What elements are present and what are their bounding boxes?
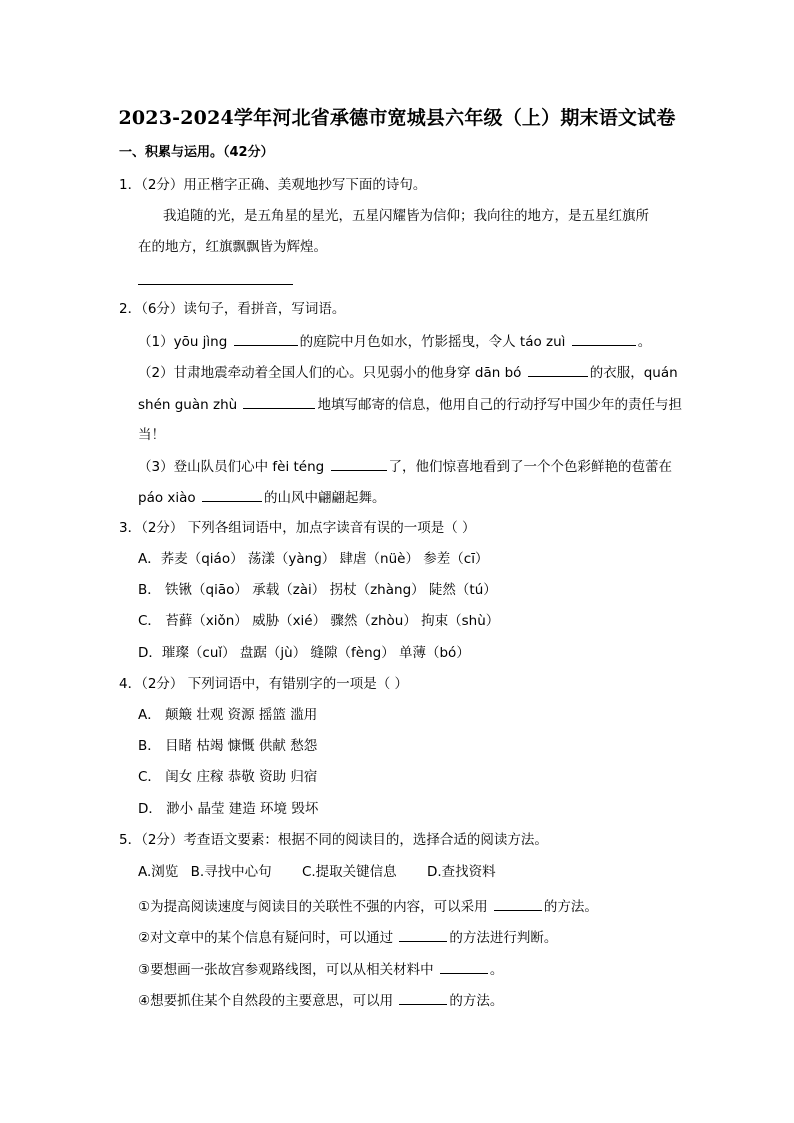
q2-stem: 2．（6分）读句子，看拼音，写词语。 <box>119 301 346 317</box>
q4-option-d[interactable]: D． 渺小 晶莹 建造 环境 毁坏 <box>138 801 319 817</box>
q5-item-2 <box>138 927 557 948</box>
q2-part3-line2 <box>138 487 385 508</box>
q4-option-a[interactable]: A． 颠簸 壮观 资源 摇篮 滥用 <box>138 707 318 723</box>
q5-choice-b: B.寻找中心句 <box>190 864 272 880</box>
q2-part1-text-c: 。 <box>637 334 652 350</box>
q5-item-4-text-b: 的方法。 <box>449 993 504 1009</box>
answer-blank[interactable] <box>494 896 542 911</box>
q3-option-b[interactable]: B． 铁锹（qiāo） 承载（zài） 拐杖（zhàng） 陡然（tú） <box>138 582 497 598</box>
q2-part3-text-a: （3）登山队员们心中 fèi téng <box>138 459 325 475</box>
q1-poem-line1: 我追随的光，是五角星的星光，五星闪耀皆为信仰；我向往的地方，是五星红旗所 <box>163 208 649 224</box>
q5-choice-c: C.提取关键信息 <box>301 864 397 880</box>
q5-item-4-text-a: ④想要抓住某个自然段的主要意思，可以用 <box>138 993 394 1009</box>
answer-blank[interactable] <box>399 927 447 942</box>
answer-blank[interactable] <box>331 456 387 471</box>
q3-option-c[interactable]: C． 苔藓（xiǒn） 威胁（xié） 骤然（zhòu） 拘束（shù） <box>138 613 500 629</box>
q4-option-c[interactable]: C． 闺女 庄稼 恭敬 资助 归宿 <box>138 769 318 785</box>
answer-blank[interactable] <box>243 394 315 409</box>
q3-option-a[interactable]: A．荞麦（qiáo） 荡漾（yàng） 肆虐（nüè） 参差（cī） <box>138 551 489 567</box>
q5-item-3-text-b: 。 <box>489 962 504 978</box>
q5-choice-a: A.浏览 <box>138 864 179 880</box>
q2-part3-text-b: 了，他们惊喜地看到了一个个色彩鲜艳的苞蕾在 <box>388 459 673 475</box>
answer-blank[interactable] <box>399 990 447 1005</box>
q5-item-1 <box>138 896 598 917</box>
q1-stem: 1．（2分）用正楷字正确、美观地抄写下面的诗句。 <box>119 177 427 193</box>
q5-item-2-text-b: 的方法进行判断。 <box>449 930 558 946</box>
q2-part1-text-b: 的庭院中月色如水，竹影摇曳，令人 táo zuì <box>299 334 566 350</box>
answer-blank[interactable] <box>440 959 488 974</box>
answer-blank[interactable] <box>202 487 262 502</box>
answer-blank[interactable] <box>234 331 298 346</box>
answer-blank[interactable] <box>572 331 636 346</box>
q2-part3-line1 <box>138 456 672 477</box>
q5-item-2-text-a: ②对文章中的某个信息有疑问时，可以通过 <box>138 930 394 946</box>
q2-part2-text-a: （2）甘肃地震牵动着全国人们的心。只见弱小的他身穿 dān bó <box>138 365 522 381</box>
q5-item-4 <box>138 990 503 1011</box>
section-heading: 一、积累与运用。（42分） <box>119 145 274 160</box>
q2-part2-text-d: 地填写邮寄的信息，他用自己的行动抒写中国少年的责任与担 <box>317 397 682 413</box>
q3-option-d[interactable]: D．璀璨（cuǐ） 盘踞（jù） 缝隙（fèng） 单薄（bó） <box>138 645 470 661</box>
q4-option-b[interactable]: B． 目睹 枯竭 慷慨 供献 愁怨 <box>138 738 318 754</box>
q2-part3-text-d: 的山风中翩翩起舞。 <box>263 490 386 506</box>
q5-item-1-text-a: ①为提高阅读速度与阅读目的关联性不强的内容，可以采用 <box>138 899 488 915</box>
q4-stem: 4．（2分） 下列词语中，有错别字的一项是（ ） <box>119 676 409 692</box>
q2-part2-text-b: 的衣服，quán <box>589 365 678 381</box>
q5-item-3-text-a: ③要想画一张故宫参观路线图，可以从相关材料中 <box>138 962 434 978</box>
q5-choice-d: D.查找资料 <box>426 864 496 880</box>
q2-part2-line1 <box>138 362 678 383</box>
q1-answer-line[interactable] <box>138 284 293 285</box>
q5-item-3 <box>138 959 503 980</box>
q5-item-1-text-b: 的方法。 <box>543 899 598 915</box>
q2-part3-text-c: páo xiào <box>138 490 196 506</box>
q2-part1-text-a: （1）yōu jìng <box>138 334 228 350</box>
q1-poem-line2: 在的地方，红旗飘飘皆为辉煌。 <box>138 239 327 255</box>
q2-part2-line2 <box>138 394 682 415</box>
q2-part2-line3: 当！ <box>138 427 165 443</box>
exam-title: 2023-2024学年河北省承德市宽城县六年级（上）期末语文试卷 <box>118 107 676 129</box>
q3-stem: 3．（2分） 下列各组词语中，加点字读音有误的一项是（ ） <box>119 520 476 536</box>
q2-part2-text-c: shén guàn zhù <box>138 397 238 413</box>
q5-choices <box>138 862 504 882</box>
q5-stem: 5．（2分）考查语文要素：根据不同的阅读目的，选择合适的阅读方法。 <box>119 832 548 848</box>
q2-part1 <box>138 331 651 352</box>
answer-blank[interactable] <box>528 362 588 377</box>
